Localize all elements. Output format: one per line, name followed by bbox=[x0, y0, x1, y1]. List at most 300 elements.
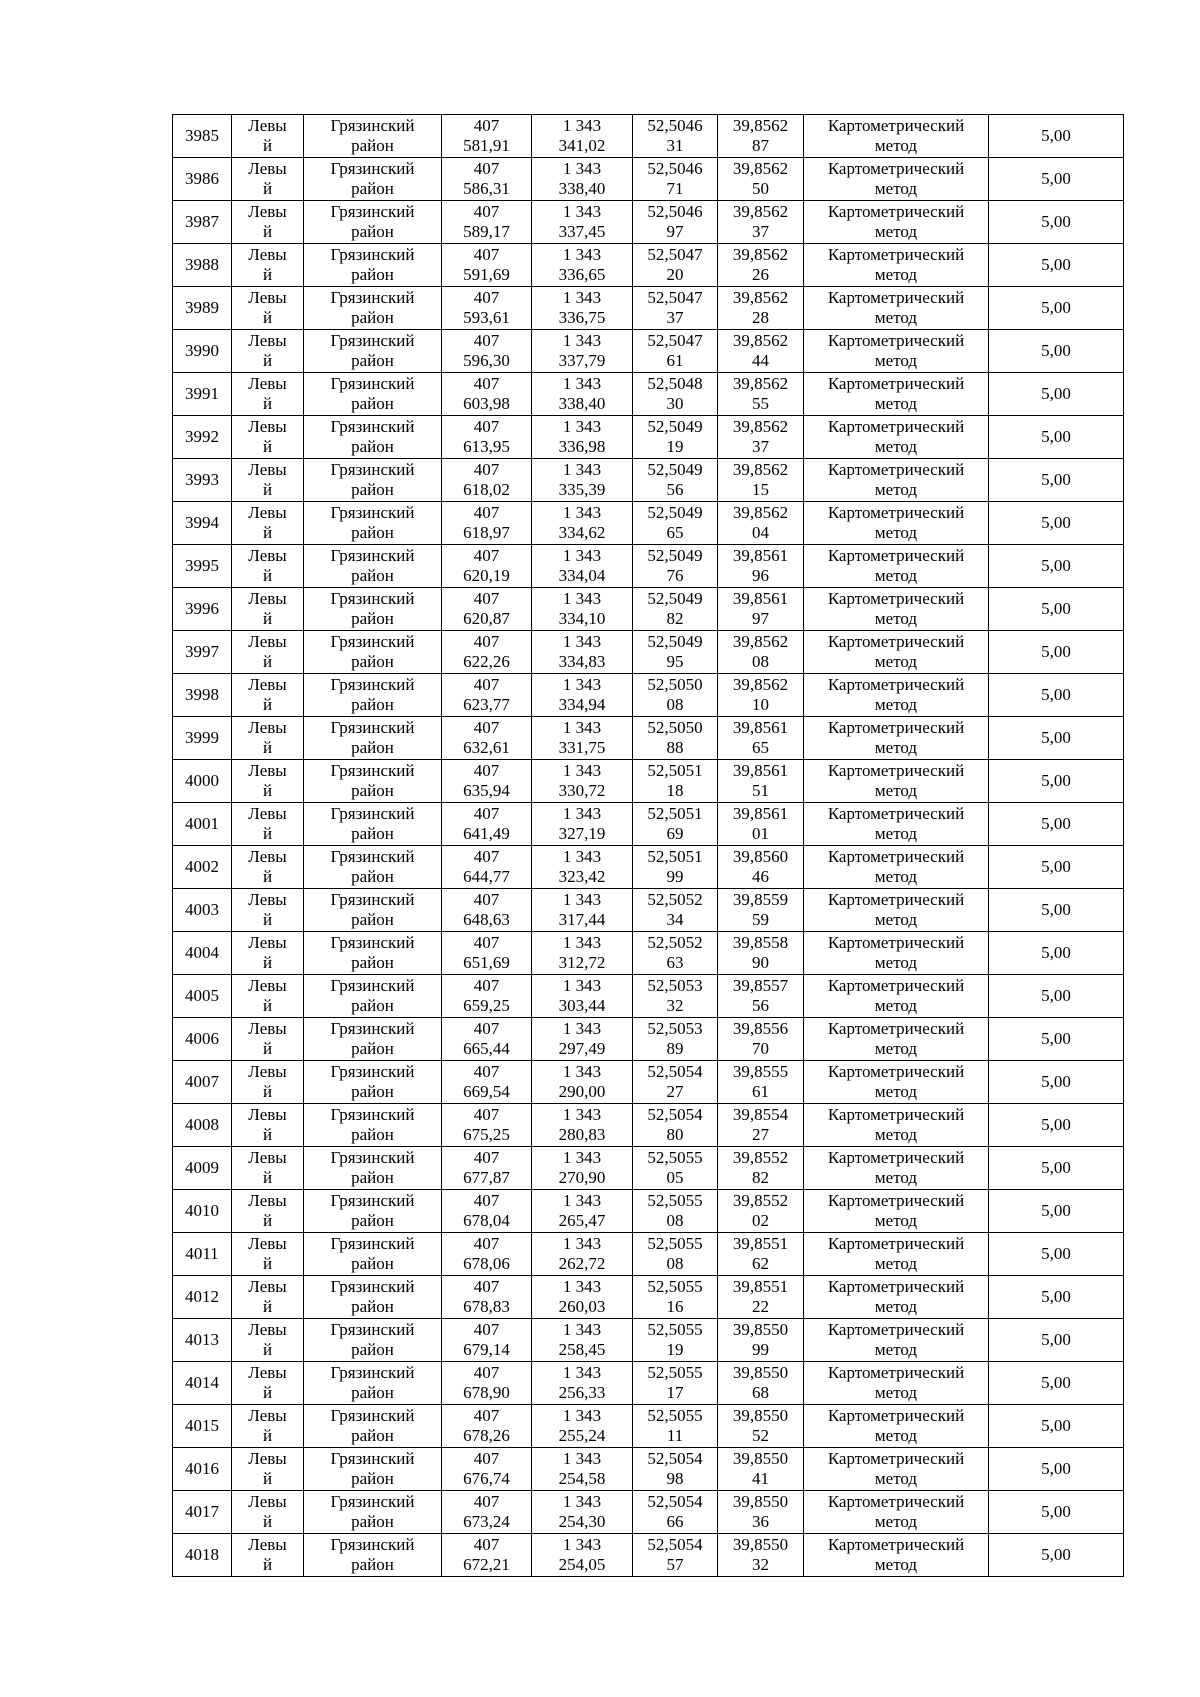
y-coordinate-cell-line: 254,05 bbox=[558, 1555, 606, 1574]
latitude-cell-line: 52,5047 bbox=[647, 288, 703, 307]
point-number-cell: 4007 bbox=[173, 1061, 232, 1104]
side-cell bbox=[232, 115, 304, 158]
latitude-cell-line: 57 bbox=[666, 1555, 684, 1574]
district-cell-line: район bbox=[351, 1555, 394, 1574]
latitude-cell bbox=[633, 1405, 718, 1448]
method-cell-line: метод bbox=[874, 910, 918, 929]
method-cell bbox=[804, 803, 989, 846]
district-cell-line: район bbox=[351, 1254, 394, 1273]
x-coordinate-cell-line: 596,30 bbox=[463, 351, 510, 370]
y-coordinate-cell-line: 1 343 bbox=[562, 116, 602, 135]
y-coordinate-cell-line: 1 343 bbox=[562, 589, 602, 608]
district-cell-line: Грязинский bbox=[330, 1062, 415, 1081]
longitude-cell-line: 39,8562 bbox=[732, 288, 789, 307]
district-cell bbox=[304, 1491, 442, 1534]
latitude-cell-line: 52,5051 bbox=[647, 761, 703, 780]
y-coordinate-cell bbox=[532, 158, 633, 201]
accuracy-cell: 5,00 bbox=[989, 588, 1124, 631]
side-cell-line: й bbox=[262, 953, 273, 972]
x-coordinate-cell-line: 407 bbox=[473, 1320, 500, 1339]
accuracy-cell: 5,00 bbox=[989, 1362, 1124, 1405]
longitude-cell-line: 39,8561 bbox=[732, 589, 789, 608]
x-coordinate-cell bbox=[442, 932, 532, 975]
longitude-cell-line: 32 bbox=[752, 1555, 769, 1574]
method-cell-line: метод bbox=[874, 1426, 918, 1445]
method-cell bbox=[804, 1061, 989, 1104]
side-cell-line: й bbox=[262, 1211, 273, 1230]
side-cell-line: Левы bbox=[248, 288, 287, 307]
longitude-cell-line: 39,8557 bbox=[732, 976, 789, 995]
latitude-cell-line: 52,5054 bbox=[647, 1492, 703, 1511]
longitude-cell-line: 36 bbox=[752, 1512, 769, 1531]
latitude-cell-line: 61 bbox=[666, 351, 684, 370]
longitude-cell-line: 37 bbox=[752, 222, 769, 241]
longitude-cell-line: 10 bbox=[752, 695, 769, 714]
method-cell bbox=[804, 1491, 989, 1534]
district-cell bbox=[304, 1190, 442, 1233]
side-cell bbox=[232, 674, 304, 717]
y-coordinate-cell-line: 334,94 bbox=[558, 695, 606, 714]
y-coordinate-cell bbox=[532, 545, 633, 588]
latitude-cell-line: 80 bbox=[666, 1125, 684, 1144]
district-cell-line: район bbox=[351, 996, 394, 1015]
y-coordinate-cell-line: 290,00 bbox=[558, 1082, 606, 1101]
district-cell bbox=[304, 803, 442, 846]
latitude-cell bbox=[633, 1491, 718, 1534]
latitude-cell-line: 52,5055 bbox=[647, 1363, 703, 1382]
y-coordinate-cell-line: 1 343 bbox=[562, 417, 602, 436]
method-cell-line: Картометрический bbox=[827, 245, 965, 264]
district-cell bbox=[304, 889, 442, 932]
point-number-cell: 4009 bbox=[173, 1147, 232, 1190]
table-row bbox=[173, 1276, 1124, 1319]
longitude-cell-line: 27 bbox=[752, 1125, 769, 1144]
longitude-cell bbox=[718, 674, 804, 717]
longitude-cell-line: 46 bbox=[752, 867, 769, 886]
district-cell bbox=[304, 1061, 442, 1104]
district-cell-line: район bbox=[351, 1168, 394, 1187]
side-cell-line: й bbox=[262, 308, 273, 327]
accuracy-cell: 5,00 bbox=[989, 115, 1124, 158]
table-row bbox=[173, 1448, 1124, 1491]
method-cell-line: Картометрический bbox=[827, 933, 965, 952]
district-cell-line: район bbox=[351, 437, 394, 456]
latitude-cell-line: 52,5051 bbox=[647, 847, 703, 866]
longitude-cell-line: 39,8552 bbox=[732, 1191, 789, 1210]
district-cell bbox=[304, 201, 442, 244]
side-cell-line: й bbox=[262, 394, 273, 413]
method-cell bbox=[804, 158, 989, 201]
side-cell bbox=[232, 201, 304, 244]
side-cell bbox=[232, 1147, 304, 1190]
x-coordinate-cell-line: 672,21 bbox=[463, 1555, 510, 1574]
longitude-cell-line: 39,8562 bbox=[732, 202, 789, 221]
latitude-cell bbox=[633, 631, 718, 674]
side-cell-line: Левы bbox=[248, 1277, 287, 1296]
y-coordinate-cell-line: 338,40 bbox=[558, 394, 606, 413]
latitude-cell-line: 52,5054 bbox=[647, 1062, 703, 1081]
table-row bbox=[173, 932, 1124, 975]
y-coordinate-cell bbox=[532, 1104, 633, 1147]
latitude-cell-line: 52,5054 bbox=[647, 1449, 703, 1468]
point-number-cell: 4001 bbox=[173, 803, 232, 846]
method-cell-line: метод bbox=[874, 1512, 918, 1531]
x-coordinate-cell bbox=[442, 1405, 532, 1448]
table-row bbox=[173, 459, 1124, 502]
x-coordinate-cell-line: 407 bbox=[473, 1406, 500, 1425]
point-number-cell: 4012 bbox=[173, 1276, 232, 1319]
y-coordinate-cell bbox=[532, 1534, 633, 1577]
y-coordinate-cell-line: 337,79 bbox=[558, 351, 606, 370]
x-coordinate-cell-line: 407 bbox=[473, 374, 500, 393]
x-coordinate-cell-line: 678,90 bbox=[463, 1383, 510, 1402]
table-row bbox=[173, 1405, 1124, 1448]
latitude-cell bbox=[633, 416, 718, 459]
method-cell bbox=[804, 416, 989, 459]
x-coordinate-cell-line: 407 bbox=[473, 331, 500, 350]
method-cell-line: метод bbox=[874, 867, 918, 886]
district-cell-line: Грязинский bbox=[330, 675, 415, 694]
side-cell-line: Левы bbox=[248, 589, 287, 608]
side-cell-line: Левы bbox=[248, 503, 287, 522]
longitude-cell-line: 56 bbox=[752, 996, 769, 1015]
longitude-cell-line: 01 bbox=[752, 824, 769, 843]
method-cell-line: метод bbox=[874, 1211, 918, 1230]
table-body bbox=[173, 115, 1124, 1577]
x-coordinate-cell-line: 407 bbox=[473, 202, 500, 221]
side-cell-line: Левы bbox=[248, 1449, 287, 1468]
x-coordinate-cell bbox=[442, 588, 532, 631]
table-row bbox=[173, 1233, 1124, 1276]
latitude-cell bbox=[633, 1233, 718, 1276]
point-number-cell: 3995 bbox=[173, 545, 232, 588]
y-coordinate-cell bbox=[532, 631, 633, 674]
point-number-cell: 4002 bbox=[173, 846, 232, 889]
method-cell-line: метод bbox=[874, 695, 918, 714]
side-cell-line: й bbox=[262, 1383, 273, 1402]
longitude-cell bbox=[718, 717, 804, 760]
x-coordinate-cell-line: 407 bbox=[473, 503, 500, 522]
side-cell-line: Левы bbox=[248, 1363, 287, 1382]
x-coordinate-cell bbox=[442, 975, 532, 1018]
latitude-cell-line: 30 bbox=[666, 394, 684, 413]
method-cell-line: метод bbox=[874, 351, 918, 370]
latitude-cell-line: 52,5049 bbox=[647, 546, 703, 565]
x-coordinate-cell-line: 407 bbox=[473, 632, 500, 651]
longitude-cell-line: 15 bbox=[752, 480, 769, 499]
y-coordinate-cell bbox=[532, 1491, 633, 1534]
district-cell-line: район bbox=[351, 1082, 394, 1101]
side-cell-line: й bbox=[262, 1426, 273, 1445]
x-coordinate-cell-line: 407 bbox=[473, 159, 500, 178]
longitude-cell-line: 52 bbox=[752, 1426, 769, 1445]
y-coordinate-cell bbox=[532, 1018, 633, 1061]
side-cell bbox=[232, 1448, 304, 1491]
latitude-cell-line: 08 bbox=[666, 1254, 684, 1273]
district-cell-line: район bbox=[351, 265, 394, 284]
method-cell-line: метод bbox=[874, 1383, 918, 1402]
point-number-cell: 4013 bbox=[173, 1319, 232, 1362]
point-number-cell: 3985 bbox=[173, 115, 232, 158]
y-coordinate-cell-line: 1 343 bbox=[562, 1234, 602, 1253]
table-row bbox=[173, 1061, 1124, 1104]
side-cell-line: й bbox=[262, 1082, 273, 1101]
latitude-cell-line: 56 bbox=[666, 480, 684, 499]
longitude-cell-line: 39,8551 bbox=[732, 1234, 789, 1253]
x-coordinate-cell-line: 407 bbox=[473, 933, 500, 952]
district-cell-line: Грязинский bbox=[330, 1019, 415, 1038]
x-coordinate-cell-line: 676,74 bbox=[463, 1469, 510, 1488]
table-row bbox=[173, 889, 1124, 932]
latitude-cell-line: 16 bbox=[666, 1297, 684, 1316]
side-cell-line: Левы bbox=[248, 761, 287, 780]
side-cell bbox=[232, 459, 304, 502]
district-cell-line: район bbox=[351, 179, 394, 198]
side-cell bbox=[232, 502, 304, 545]
y-coordinate-cell bbox=[532, 330, 633, 373]
latitude-cell bbox=[633, 717, 718, 760]
y-coordinate-cell-line: 1 343 bbox=[562, 288, 602, 307]
side-cell-line: й bbox=[262, 566, 273, 585]
y-coordinate-cell bbox=[532, 459, 633, 502]
longitude-cell-line: 68 bbox=[752, 1383, 769, 1402]
longitude-cell-line: 87 bbox=[752, 136, 769, 155]
latitude-cell-line: 11 bbox=[666, 1426, 684, 1445]
x-coordinate-cell bbox=[442, 1233, 532, 1276]
side-cell-line: Левы bbox=[248, 116, 287, 135]
x-coordinate-cell-line: 407 bbox=[473, 1234, 500, 1253]
side-cell-line: Левы bbox=[248, 847, 287, 866]
side-cell bbox=[232, 588, 304, 631]
district-cell-line: Грязинский bbox=[330, 546, 415, 565]
latitude-cell-line: 52,5054 bbox=[647, 1535, 703, 1554]
point-number-cell: 3998 bbox=[173, 674, 232, 717]
y-coordinate-cell-line: 1 343 bbox=[562, 847, 602, 866]
side-cell-line: й bbox=[262, 738, 273, 757]
y-coordinate-cell-line: 255,24 bbox=[558, 1426, 606, 1445]
latitude-cell bbox=[633, 1276, 718, 1319]
latitude-cell bbox=[633, 889, 718, 932]
table-row bbox=[173, 588, 1124, 631]
method-cell bbox=[804, 846, 989, 889]
longitude-cell bbox=[718, 1276, 804, 1319]
y-coordinate-cell-line: 1 343 bbox=[562, 503, 602, 522]
method-cell-line: метод bbox=[874, 265, 918, 284]
y-coordinate-cell bbox=[532, 975, 633, 1018]
method-cell-line: Картометрический bbox=[827, 675, 965, 694]
longitude-cell-line: 39,8562 bbox=[732, 417, 789, 436]
method-cell-line: метод bbox=[874, 824, 918, 843]
district-cell-line: Грязинский bbox=[330, 1320, 415, 1339]
y-coordinate-cell-line: 1 343 bbox=[562, 804, 602, 823]
x-coordinate-cell-line: 679,14 bbox=[463, 1340, 510, 1359]
side-cell-line: й bbox=[262, 1512, 273, 1531]
side-cell bbox=[232, 1319, 304, 1362]
longitude-cell-line: 62 bbox=[752, 1254, 769, 1273]
method-cell-line: метод bbox=[874, 652, 918, 671]
point-number-cell: 4000 bbox=[173, 760, 232, 803]
district-cell-line: Грязинский bbox=[330, 761, 415, 780]
method-cell-line: Картометрический bbox=[827, 1492, 965, 1511]
x-coordinate-cell-line: 613,95 bbox=[463, 437, 510, 456]
y-coordinate-cell-line: 337,45 bbox=[558, 222, 606, 241]
method-cell bbox=[804, 1448, 989, 1491]
method-cell bbox=[804, 1276, 989, 1319]
y-coordinate-cell-line: 1 343 bbox=[562, 718, 602, 737]
method-cell-line: Картометрический bbox=[827, 417, 965, 436]
longitude-cell-line: 39,8550 bbox=[732, 1406, 789, 1425]
side-cell-line: й bbox=[262, 1297, 273, 1316]
longitude-cell-line: 97 bbox=[752, 609, 769, 628]
table-row bbox=[173, 158, 1124, 201]
latitude-cell bbox=[633, 932, 718, 975]
method-cell-line: Картометрический bbox=[827, 1062, 965, 1081]
y-coordinate-cell-line: 336,75 bbox=[558, 308, 606, 327]
latitude-cell-line: 17 bbox=[666, 1383, 684, 1402]
method-cell-line: Картометрический bbox=[827, 976, 965, 995]
latitude-cell-line: 52,5055 bbox=[647, 1277, 703, 1296]
latitude-cell-line: 52,5046 bbox=[647, 159, 703, 178]
side-cell bbox=[232, 158, 304, 201]
x-coordinate-cell-line: 407 bbox=[473, 245, 500, 264]
method-cell bbox=[804, 287, 989, 330]
longitude-cell-line: 39,8562 bbox=[732, 331, 789, 350]
side-cell bbox=[232, 889, 304, 932]
y-coordinate-cell-line: 1 343 bbox=[562, 159, 602, 178]
longitude-cell bbox=[718, 1448, 804, 1491]
district-cell-line: Грязинский bbox=[330, 890, 415, 909]
x-coordinate-cell bbox=[442, 330, 532, 373]
point-number-cell: 3999 bbox=[173, 717, 232, 760]
district-cell-line: район bbox=[351, 523, 394, 542]
method-cell bbox=[804, 717, 989, 760]
district-cell bbox=[304, 459, 442, 502]
y-coordinate-cell bbox=[532, 932, 633, 975]
district-cell-line: Грязинский bbox=[330, 503, 415, 522]
x-coordinate-cell-line: 407 bbox=[473, 1062, 500, 1081]
method-cell-line: метод bbox=[874, 1469, 918, 1488]
district-cell bbox=[304, 1018, 442, 1061]
accuracy-cell: 5,00 bbox=[989, 459, 1124, 502]
y-coordinate-cell-line: 334,04 bbox=[558, 566, 606, 585]
longitude-cell bbox=[718, 1147, 804, 1190]
method-cell-line: метод bbox=[874, 1168, 918, 1187]
point-number-cell: 4010 bbox=[173, 1190, 232, 1233]
y-coordinate-cell bbox=[532, 416, 633, 459]
point-number-cell: 4016 bbox=[173, 1448, 232, 1491]
x-coordinate-cell bbox=[442, 1104, 532, 1147]
latitude-cell-line: 82 bbox=[666, 609, 684, 628]
longitude-cell-line: 39,8562 bbox=[732, 632, 789, 651]
latitude-cell-line: 52,5047 bbox=[647, 245, 703, 264]
latitude-cell bbox=[633, 1534, 718, 1577]
x-coordinate-cell-line: 622,26 bbox=[463, 652, 510, 671]
y-coordinate-cell-line: 254,58 bbox=[558, 1469, 606, 1488]
point-number-cell: 4004 bbox=[173, 932, 232, 975]
longitude-cell-line: 99 bbox=[752, 1340, 769, 1359]
latitude-cell-line: 52,5050 bbox=[647, 718, 703, 737]
longitude-cell-line: 39,8562 bbox=[732, 675, 789, 694]
latitude-cell-line: 52,5047 bbox=[647, 331, 703, 350]
method-cell-line: Картометрический bbox=[827, 847, 965, 866]
latitude-cell-line: 98 bbox=[666, 1469, 684, 1488]
method-cell bbox=[804, 1405, 989, 1448]
accuracy-cell: 5,00 bbox=[989, 1190, 1124, 1233]
x-coordinate-cell bbox=[442, 287, 532, 330]
longitude-cell bbox=[718, 545, 804, 588]
accuracy-cell: 5,00 bbox=[989, 674, 1124, 717]
latitude-cell-line: 88 bbox=[666, 738, 684, 757]
accuracy-cell: 5,00 bbox=[989, 1147, 1124, 1190]
y-coordinate-cell bbox=[532, 674, 633, 717]
x-coordinate-cell-line: 407 bbox=[473, 1019, 500, 1038]
side-cell-line: й bbox=[262, 1254, 273, 1273]
method-cell-line: метод bbox=[874, 781, 918, 800]
latitude-cell-line: 19 bbox=[666, 437, 684, 456]
side-cell-line: Левы bbox=[248, 1406, 287, 1425]
table-row bbox=[173, 502, 1124, 545]
table-row bbox=[173, 244, 1124, 287]
x-coordinate-cell bbox=[442, 502, 532, 545]
district-cell-line: район bbox=[351, 1383, 394, 1402]
longitude-cell-line: 50 bbox=[752, 179, 769, 198]
longitude-cell bbox=[718, 889, 804, 932]
point-number-cell: 3991 bbox=[173, 373, 232, 416]
y-coordinate-cell bbox=[532, 1147, 633, 1190]
district-cell bbox=[304, 1362, 442, 1405]
district-cell-line: Грязинский bbox=[330, 1363, 415, 1382]
method-cell-line: метод bbox=[874, 1297, 918, 1316]
y-coordinate-cell bbox=[532, 717, 633, 760]
district-cell-line: Грязинский bbox=[330, 331, 415, 350]
latitude-cell bbox=[633, 459, 718, 502]
latitude-cell-line: 71 bbox=[666, 179, 684, 198]
accuracy-cell: 5,00 bbox=[989, 1448, 1124, 1491]
table-row bbox=[173, 803, 1124, 846]
accuracy-cell: 5,00 bbox=[989, 1233, 1124, 1276]
y-coordinate-cell bbox=[532, 1233, 633, 1276]
method-cell bbox=[804, 975, 989, 1018]
method-cell bbox=[804, 545, 989, 588]
side-cell-line: й bbox=[262, 1168, 273, 1187]
district-cell-line: Грязинский bbox=[330, 589, 415, 608]
district-cell-line: район bbox=[351, 953, 394, 972]
longitude-cell-line: 08 bbox=[752, 652, 769, 671]
longitude-cell bbox=[718, 1018, 804, 1061]
y-coordinate-cell-line: 265,47 bbox=[558, 1211, 606, 1230]
x-coordinate-cell-line: 407 bbox=[473, 589, 500, 608]
district-cell-line: Грязинский bbox=[330, 1277, 415, 1296]
y-coordinate-cell-line: 1 343 bbox=[562, 1449, 602, 1468]
district-cell-line: Грязинский bbox=[330, 847, 415, 866]
y-coordinate-cell-line: 1 343 bbox=[562, 374, 602, 393]
method-cell bbox=[804, 932, 989, 975]
table-row bbox=[173, 545, 1124, 588]
y-coordinate-cell-line: 1 343 bbox=[562, 1019, 602, 1038]
y-coordinate-cell-line: 336,98 bbox=[558, 437, 606, 456]
side-cell bbox=[232, 1018, 304, 1061]
side-cell-line: Левы bbox=[248, 374, 287, 393]
longitude-cell-line: 39,8558 bbox=[732, 933, 789, 952]
table-row bbox=[173, 631, 1124, 674]
point-number-cell: 4014 bbox=[173, 1362, 232, 1405]
district-cell-line: Грязинский bbox=[330, 718, 415, 737]
district-cell-line: район bbox=[351, 308, 394, 327]
y-coordinate-cell-line: 1 343 bbox=[562, 632, 602, 651]
x-coordinate-cell-line: 589,17 bbox=[463, 222, 510, 241]
point-number-cell: 4017 bbox=[173, 1491, 232, 1534]
latitude-cell-line: 27 bbox=[666, 1082, 684, 1101]
